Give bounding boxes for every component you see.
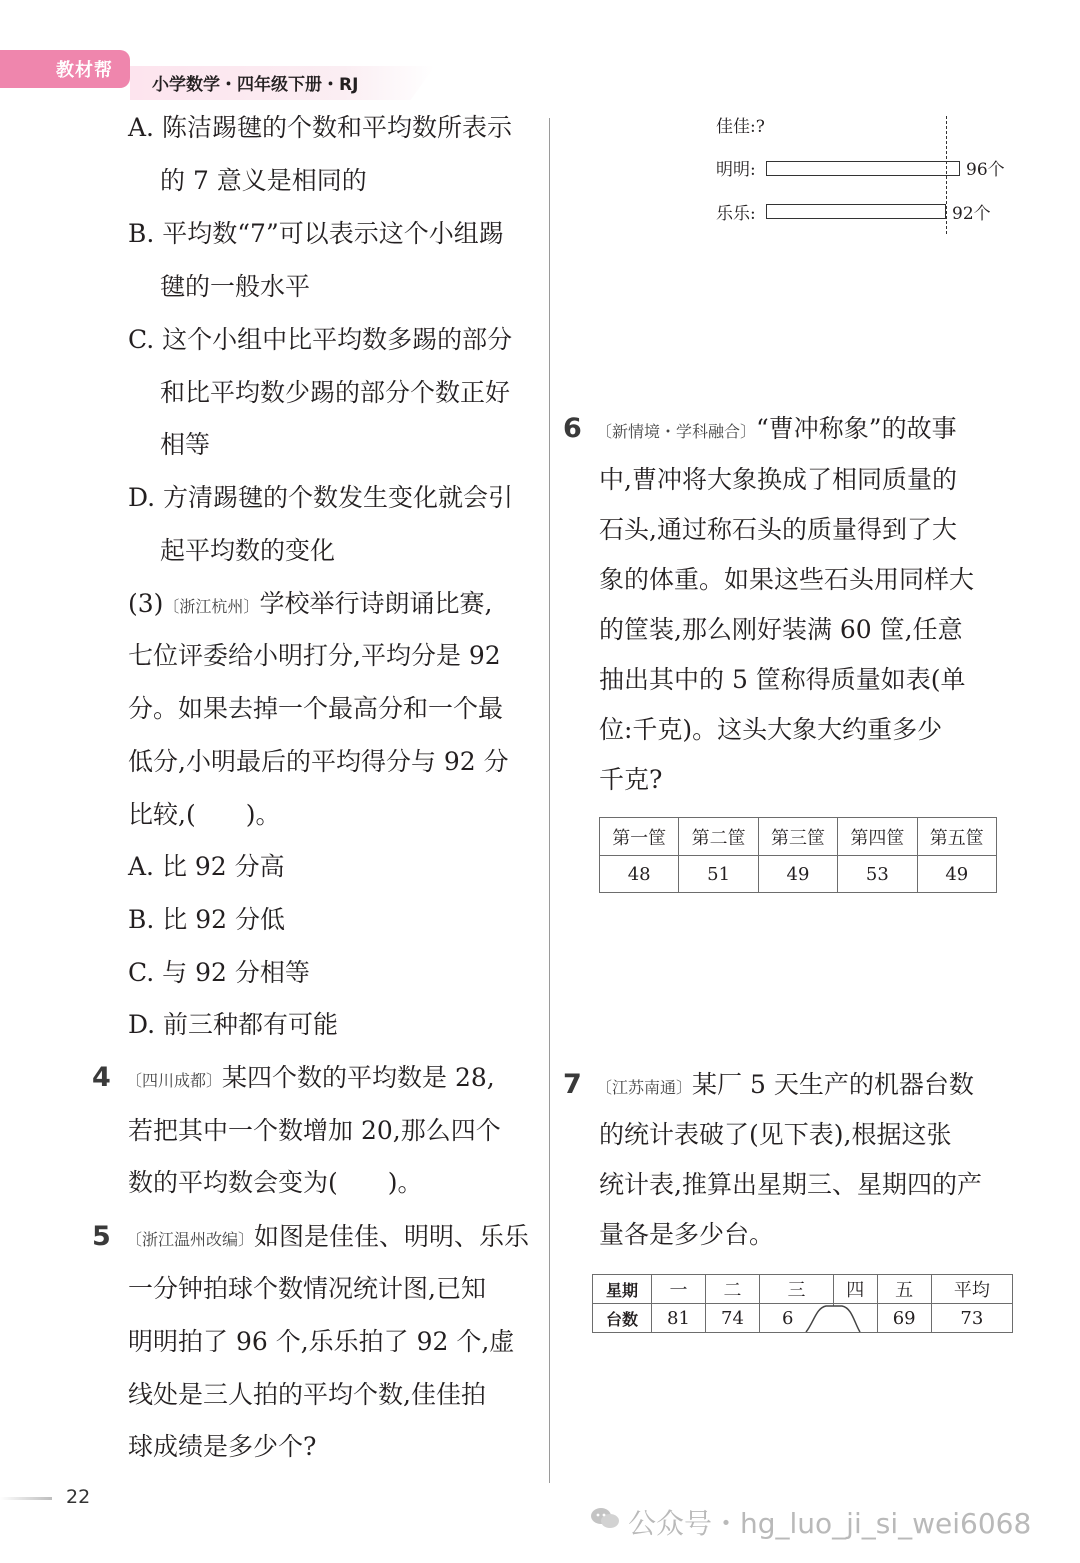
bar-row-label: 佳佳:? — [716, 117, 765, 137]
table-header-cell: 四 — [833, 1275, 877, 1304]
question-text-line: 的统计表破了(见下表),根据这张 — [599, 1120, 952, 1149]
option-line: 相等 — [160, 430, 211, 459]
option-line: C. 与 92 分相等 — [128, 958, 310, 987]
question-text-line: 分。如果去掉一个最高分和一个最 — [128, 694, 504, 723]
source-tag: 〔新情境・学科融合〕 — [596, 422, 757, 441]
question-text-line: 比较,( )。 — [128, 800, 281, 829]
table-header-cell: 第二筐 — [679, 818, 758, 856]
table-header-cell: 二 — [706, 1275, 760, 1304]
option-line: 和比平均数少踢的部分个数正好 — [160, 378, 511, 407]
column-divider — [549, 118, 550, 1483]
question-text: “曹冲称象”的故事 — [756, 414, 957, 443]
question-text-line: 七位评委给小明打分,平均分是 92 — [128, 641, 501, 670]
source-tag: 〔四川成都〕 — [126, 1071, 223, 1090]
brand-label: 教材帮 — [56, 60, 113, 81]
option-line: 起平均数的变化 — [160, 536, 336, 565]
table-cell: 49 — [758, 856, 837, 893]
bar-mingming — [766, 161, 960, 176]
source-tag: 〔浙江杭州〕 — [163, 597, 260, 616]
bar-row-label: 乐乐: — [716, 204, 756, 224]
question-number: 7 — [563, 1069, 582, 1100]
average-dashed-line — [946, 116, 947, 234]
table-header-cell: 台数 — [593, 1304, 652, 1333]
option-line: B. 平均数“7”可以表示这个小组踢 — [128, 219, 504, 248]
question-text-line: 量各是多少台。 — [599, 1220, 775, 1249]
question-number: 6 — [563, 413, 582, 444]
table-cell: 48 — [600, 856, 679, 893]
question-4-first-line — [126, 1063, 495, 1096]
table-cell: 74 — [706, 1304, 760, 1333]
question-number: 5 — [92, 1221, 111, 1252]
question-text: 某厂 5 天生产的机器台数 — [692, 1070, 974, 1099]
question-text-line: 石头,通过称石头的质量得到了大 — [599, 515, 957, 544]
option-line: C. 这个小组中比平均数多踢的部分 — [128, 325, 513, 354]
option-line: 毽的一般水平 — [160, 272, 311, 301]
question-text-line: 数的平均数会变为( )。 — [128, 1168, 423, 1197]
bar-row-label: 明明: — [716, 160, 756, 180]
table-header-cell: 五 — [877, 1275, 931, 1304]
table-cell: 81 — [652, 1304, 706, 1333]
question-text-line: 统计表,推算出星期三、星期四的产 — [599, 1170, 982, 1199]
question-7-first-line — [596, 1070, 974, 1103]
table-header-cell: 星期 — [593, 1275, 652, 1304]
source-tag: 〔江苏南通〕 — [596, 1078, 693, 1097]
bar-value-label: 96个 — [966, 160, 1005, 180]
table-header-cell: 第三筐 — [758, 818, 837, 856]
table-header-cell: 三 — [760, 1275, 834, 1304]
table-header-cell: 平均 — [931, 1275, 1012, 1304]
question-5-first-line — [126, 1222, 529, 1255]
option-line: A. 陈洁踢毽的个数和平均数所表示 — [128, 113, 512, 142]
watermark-text: 公众号・hg_luo_ji_si_wei6068 — [628, 1507, 1032, 1540]
option-line: 的 7 意义是相同的 — [160, 166, 367, 195]
table-header-cell: 第一筐 — [600, 818, 679, 856]
table-header-cell: 第五筐 — [917, 818, 996, 856]
table-cell: 69 — [877, 1304, 931, 1333]
torn-paper-mark — [800, 1298, 866, 1332]
option-line: D. 方清踢毽的个数发生变化就会引 — [128, 483, 514, 512]
sub-question-number: (3) — [128, 589, 164, 618]
question-text-line: 线处是三人拍的平均个数,佳佳拍 — [128, 1380, 486, 1409]
bar-lele — [766, 204, 946, 219]
question-text: 某四个数的平均数是 28, — [222, 1063, 495, 1092]
weight-table — [599, 817, 997, 893]
option-line: A. 比 92 分高 — [128, 852, 285, 881]
bar-value-label: 92个 — [952, 204, 991, 224]
question-text-line: 一分钟拍球个数情况统计图,已知 — [128, 1274, 486, 1303]
table-header-row — [600, 818, 997, 856]
footer-line — [0, 1497, 52, 1500]
table-header-cell: 一 — [652, 1275, 706, 1304]
option-line: B. 比 92 分低 — [128, 905, 285, 934]
table-cell: 73 — [931, 1304, 1012, 1333]
question-text-line: 千克? — [599, 765, 663, 794]
option-line: D. 前三种都有可能 — [128, 1010, 339, 1039]
source-tag: 〔浙江温州改编〕 — [126, 1230, 255, 1249]
question-number: 4 — [92, 1062, 111, 1093]
question-text-line: 若把其中一个数增加 20,那么四个 — [128, 1116, 501, 1145]
table-row — [600, 856, 997, 893]
table-header-cell: 第四筐 — [838, 818, 917, 856]
question-text: 如图是佳佳、明明、乐乐 — [254, 1222, 530, 1251]
question-text-line: 中,曹冲将大象换成了相同质量的 — [599, 465, 957, 494]
table-cell: 53 — [838, 856, 917, 893]
question-3-first-line — [128, 589, 492, 622]
question-text-line: 低分,小明最后的平均得分与 92 分 — [128, 747, 509, 776]
wechat-icon — [590, 1506, 620, 1530]
table-cell: 49 — [917, 856, 996, 893]
question-text: 学校举行诗朗诵比赛, — [259, 589, 493, 618]
question-6-first-line — [596, 414, 957, 447]
table-cell-torn: 6 — [760, 1304, 834, 1333]
page-number: 22 — [66, 1486, 91, 1508]
question-text-line: 的筐装,那么刚好装满 60 筐,任意 — [599, 615, 963, 644]
question-text-line: 象的体重。如果这些石头用同样大 — [599, 565, 975, 594]
question-text-line: 位:千克)。这头大象大约重多少 — [599, 715, 943, 744]
question-text-line: 明明拍了 96 个,乐乐拍了 92 个,虚 — [128, 1327, 515, 1356]
question-text-line: 球成绩是多少个? — [128, 1432, 317, 1461]
table-cell: 51 — [679, 856, 758, 893]
subject-title: 小学数学・四年级下册・RJ — [152, 75, 359, 95]
question-text-line: 抽出其中的 5 筐称得质量如表(单 — [599, 665, 966, 694]
